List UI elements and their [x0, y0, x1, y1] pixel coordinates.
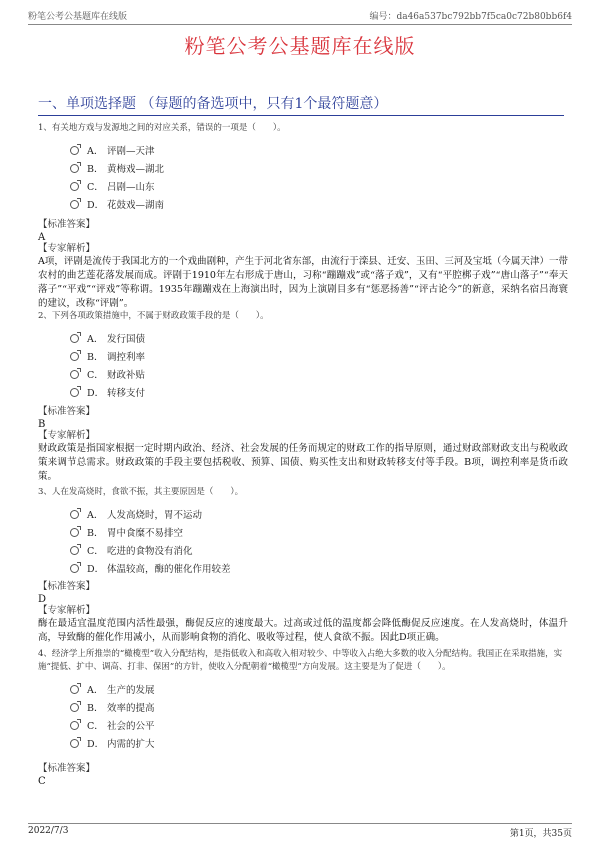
option-text: 财政补贴	[107, 370, 146, 381]
option-text: 花鼓戏—湖南	[107, 200, 165, 211]
analysis-label: 【专家解析】	[38, 605, 96, 616]
option-a[interactable]	[70, 680, 568, 698]
option-text: 胃中食糜不易排空	[107, 528, 184, 539]
option-letter: B．	[87, 164, 104, 175]
question-3	[38, 486, 568, 577]
radio-icon[interactable]	[70, 739, 79, 748]
footer-date: 2022/7/3	[28, 826, 69, 836]
answer-block-1	[38, 218, 568, 244]
question-text: 1、有关地方戏与发源地之间的对应关系，错误的一项是（ ）。	[38, 123, 286, 133]
option-d[interactable]	[70, 559, 568, 577]
option-list	[70, 680, 568, 752]
option-letter: D．	[87, 388, 105, 399]
option-c[interactable]	[70, 541, 568, 559]
header-divider	[28, 24, 572, 25]
answer-value: A	[38, 232, 46, 243]
option-letter: A．	[87, 685, 104, 696]
radio-icon[interactable]	[70, 146, 79, 155]
option-text: 效率的提高	[107, 703, 155, 714]
question-1	[38, 122, 568, 213]
analysis-text: 财政政策是指国家根据一定时期内政治、经济、社会发展的任务而规定的财政工作的指导原则，通过财政部财政支出与税收政策来调节总需求。财政政策的手段主要包括税收、预算、国债、购买性支出和财政转移支付等手段。B项，调控利率是货币政策。	[38, 443, 568, 482]
option-c[interactable]	[70, 365, 568, 383]
option-letter: A．	[87, 510, 104, 521]
option-d[interactable]	[70, 195, 568, 213]
radio-icon[interactable]	[70, 528, 79, 537]
option-text: 黄梅戏—湖北	[107, 164, 165, 175]
answer-value: D	[38, 594, 47, 605]
option-b[interactable]	[70, 347, 568, 365]
page-number: 第1页，共35页	[509, 829, 572, 839]
option-b[interactable]	[70, 523, 568, 541]
option-letter: C．	[87, 182, 104, 193]
option-text: 生产的发展	[107, 685, 155, 696]
analysis-block-2	[38, 429, 568, 484]
footer-divider	[28, 823, 572, 824]
answer-value: B	[38, 419, 46, 430]
radio-icon[interactable]	[70, 182, 79, 191]
answer-block-4	[38, 762, 568, 788]
document-id: 编号：da46a537bc792bb7f5ca0c72b80bb6f4	[369, 11, 572, 22]
option-letter: D．	[87, 739, 105, 750]
radio-icon[interactable]	[70, 564, 79, 573]
option-text: 人发高烧时，胃不运动	[107, 510, 203, 521]
answer-block-3	[38, 580, 568, 606]
radio-icon[interactable]	[70, 703, 79, 712]
option-b[interactable]	[70, 159, 568, 177]
option-text: 吕剧—山东	[107, 182, 155, 193]
option-text: 社会的公平	[107, 721, 155, 732]
radio-icon[interactable]	[70, 200, 79, 209]
option-letter: A．	[87, 334, 104, 345]
option-list	[70, 141, 568, 213]
radio-icon[interactable]	[70, 352, 79, 361]
analysis-block-1	[38, 242, 568, 311]
radio-icon[interactable]	[70, 388, 79, 397]
question-text: 4、经济学上所推崇的“橄榄型”收入分配结构，是指低收入和高收入相对较少、中等收入占绝大多数的收入分配结构。我国正在采取措施，实施“提低、扩中、调高、打非、保困”的方针，使收入分配朝着“橄榄型”方向发展。这主要是为了促进（ ）。	[38, 649, 563, 672]
page-footer	[28, 826, 572, 839]
option-text: 发行国债	[107, 334, 146, 345]
section-divider	[38, 115, 564, 116]
option-a[interactable]	[70, 141, 568, 159]
answer-label: 【标准答案】	[38, 763, 96, 774]
radio-icon[interactable]	[70, 546, 79, 555]
header-left-text: 粉笔公考公基题库在线版	[28, 11, 128, 22]
option-c[interactable]	[70, 177, 568, 195]
radio-icon[interactable]	[70, 334, 79, 343]
option-text: 体温较高，酶的催化作用较差	[107, 564, 231, 575]
option-a[interactable]	[70, 329, 568, 347]
analysis-text: 酶在最适宜温度范围内活性最强，酶促反应的速度最大。过高或过低的温度都会降低酶促反应速度。在人发高烧时，体温升高，导致酶的催化作用减小，从而影响食物的消化、吸收等过程，使人食欲不振。因此D项正确。	[38, 618, 568, 643]
answer-label: 【标准答案】	[38, 406, 96, 417]
option-c[interactable]	[70, 716, 568, 734]
radio-icon[interactable]	[70, 510, 79, 519]
analysis-block-3	[38, 604, 568, 645]
option-text: 吃进的食物没有消化	[107, 546, 193, 557]
option-a[interactable]	[70, 505, 568, 523]
option-letter: D．	[87, 564, 105, 575]
radio-icon[interactable]	[70, 721, 79, 730]
option-letter: A．	[87, 146, 104, 157]
answer-block-2	[38, 405, 568, 431]
radio-icon[interactable]	[70, 685, 79, 694]
option-text: 评剧—天津	[107, 146, 155, 157]
option-letter: B．	[87, 352, 104, 363]
question-text: 2、下列各项政策措施中，不属于财政政策手段的是（ ）。	[38, 311, 269, 321]
option-list	[70, 505, 568, 577]
option-text: 调控利率	[107, 352, 146, 363]
analysis-label: 【专家解析】	[38, 243, 96, 254]
answer-value: C	[38, 776, 46, 787]
radio-icon[interactable]	[70, 164, 79, 173]
page-header	[28, 8, 572, 22]
option-d[interactable]	[70, 734, 568, 752]
option-letter: D．	[87, 200, 105, 211]
section-heading: 一、单项选择题 （每题的备选项中，只有1个最符题意）	[38, 96, 388, 112]
answer-label: 【标准答案】	[38, 581, 96, 592]
option-d[interactable]	[70, 383, 568, 401]
document-title: 粉笔公考公基题库在线版	[184, 34, 416, 58]
option-b[interactable]	[70, 698, 568, 716]
option-letter: B．	[87, 703, 104, 714]
question-2	[38, 310, 568, 401]
radio-icon[interactable]	[70, 370, 79, 379]
option-letter: B．	[87, 528, 104, 539]
option-letter: C．	[87, 546, 104, 557]
question-4	[38, 648, 568, 752]
option-letter: C．	[87, 721, 104, 732]
answer-label: 【标准答案】	[38, 219, 96, 230]
option-text: 内需的扩大	[107, 739, 155, 750]
question-text: 3、人在发高烧时，食欲不振，其主要原因是（ ）。	[38, 487, 244, 497]
analysis-text: A项，评剧是流传于我国北方的一个戏曲剧种，产生于河北省东部，由流行于滦县、迁安、玉田、三河及宝坻（今属天津）一带农村的曲艺莲花落发展而成。评剧于1910年左右形成于唐山，习称“蹦蹦戏”或“落子戏”，又有“平腔梆子戏”“唐山落子”“奉天落子”“平戏”“评戏”等称谓。1935年蹦蹦戏在上海演出时，因为上演剧目多有“惩恶扬善”“评古论今”的新意，采纳名宿吕海寰的建议，改称“评剧”。	[38, 256, 568, 309]
analysis-label: 【专家解析】	[38, 430, 96, 441]
option-list	[70, 329, 568, 401]
option-text: 转移支付	[107, 388, 146, 399]
option-letter: C．	[87, 370, 104, 381]
